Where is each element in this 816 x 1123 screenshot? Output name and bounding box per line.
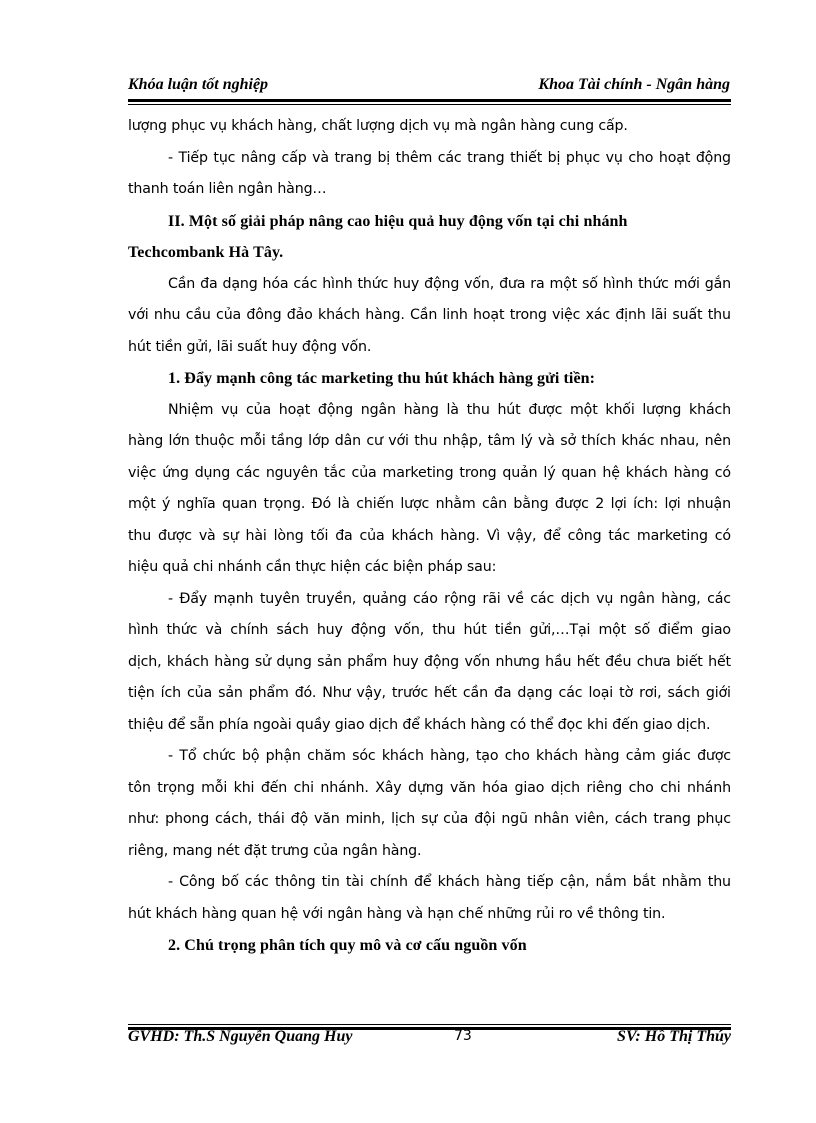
paragraph-line: Cần đa dạng hóa các hình thức huy động vốn, đưa ra một số hình thức mới gắn	[168, 275, 731, 292]
paragraph-line: Nhiệm vụ của hoạt động ngân hàng là thu hút được một khối lượng khách	[168, 401, 731, 418]
paragraph-line: tiện ích của sản phẩm đó. Như vậy, trước hết cần đa dạng các loại tờ rơi, sách giới	[128, 685, 731, 701]
header-faculty: Khoa Tài chính - Ngân hàng	[538, 76, 730, 93]
paragraph-line: dịch, khách hàng sử dụng sản phẩm huy động vốn nhưng hầu hết đều chưa biết hết	[128, 653, 731, 670]
paragraph-line: hiệu quả chi nhánh cần thực hiện các biện pháp sau:	[128, 559, 497, 575]
paragraph-line: hút tiền gửi, lãi suất huy động vốn.	[128, 338, 372, 355]
paragraph-line: - Đẩy mạnh tuyên truyền, quảng cáo rộng rãi về các dịch vụ ngân hàng, các	[168, 590, 731, 607]
paragraph-line: - Công bố các thông tin tài chính để khách hàng tiếp cận, nắm bắt nhằm thu	[168, 874, 731, 890]
footer-supervisor: GVHD: Th.S Nguyễn Quang Huy	[128, 1028, 353, 1045]
paragraph-line: hình thức và chính sách huy động vốn, thu hút tiền gửi,…Tại một số điểm giao	[128, 622, 731, 638]
paragraph-line: - Tổ chức bộ phận chăm sóc khách hàng, tạo cho khách hàng cảm giác được	[168, 748, 731, 764]
paragraph-line: hàng lớn thuộc mỗi tầng lớp dân cư với thu nhập, tâm lý và sở thích khác nhau, nên	[128, 433, 731, 449]
subsection-heading: 2. Chú trọng phân tích quy mô và cơ cấu nguồn vốn	[168, 937, 527, 954]
footer-student: SV: Hồ Thị Thúy	[617, 1028, 731, 1045]
paragraph-line: thanh toán liên ngân hàng…	[128, 181, 327, 197]
paragraph-line: tôn trọng mỗi khi đến chi nhánh. Xây dựng văn hóa giao dịch riêng cho chi nhánh	[128, 779, 731, 796]
footer-rule-thin	[128, 1024, 731, 1025]
paragraph-line: thu được và sự hài lòng tối đa của khách hàng. Vì vậy, để công tác marketing có	[128, 527, 731, 544]
paragraph-line: - Tiếp tục nâng cấp và trang bị thêm các trang thiết bị phục vụ cho hoạt động	[168, 149, 731, 166]
header-thesis-title: Khóa luận tốt nghiệp	[128, 76, 269, 93]
paragraph-line: thiệu để sẵn phía ngoài quầy giao dịch để khách hàng có thể đọc khi đến giao dịch.	[128, 716, 711, 733]
paragraph-line: lượng phục vụ khách hàng, chất lượng dịch vụ mà ngân hàng cung cấp.	[128, 118, 628, 134]
header-rule-thick	[128, 99, 731, 102]
page-body	[128, 111, 731, 962]
page-header	[128, 76, 730, 98]
paragraph-line: với nhu cầu của đông đảo khách hàng. Cần linh hoạt trong việc xác định lãi suất thu	[128, 307, 731, 323]
subsection-heading: 1. Đẩy mạnh công tác marketing thu hút khách hàng gửi tiền:	[168, 370, 596, 387]
paragraph-line: việc ứng dụng các nguyên tắc của marketing trong quản lý quan hệ khách hàng có	[128, 464, 731, 481]
paragraph-line: riêng, mang nét đặt trưng của ngân hàng.	[128, 842, 422, 859]
section-heading: Techcombank Hà Tây.	[128, 244, 284, 261]
header-rule-thin	[128, 104, 731, 105]
section-heading: II. Một số giải pháp nâng cao hiệu quả huy động vốn tại chi nhánh	[168, 212, 628, 230]
page-footer	[128, 1028, 731, 1050]
page-number: 73	[454, 1028, 472, 1044]
paragraph-line: như: phong cách, thái độ văn minh, lịch sự của đội ngũ nhân viên, cách trang phục	[128, 811, 731, 827]
paragraph-line: hút khách hàng quan hệ với ngân hàng và hạn chế những rủi ro về thông tin.	[128, 905, 666, 922]
paragraph-line: một ý nghĩa quan trọng. Đó là chiến lược nhằm cân bằng được 2 lợi ích: lợi nhuận	[128, 496, 731, 512]
